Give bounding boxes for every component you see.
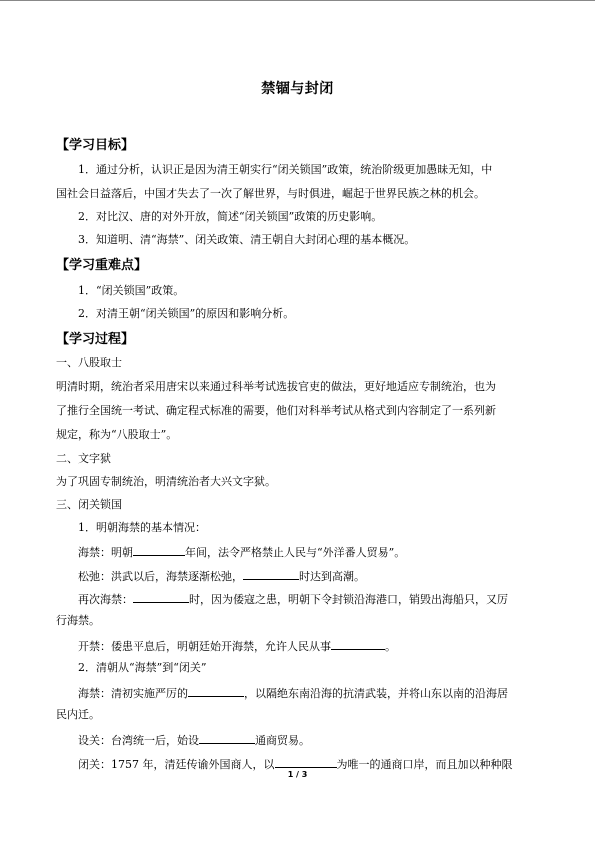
sea-ban-text-a: 海禁：明朝 <box>78 546 133 559</box>
subheading-ming-sea-ban: 1．明朝海禁的基本情况： <box>78 521 206 534</box>
paragraph-eight-legged-line-2: 了推行全国统一考试、确定程式标准的需要，他们对科举考试从格式到内容制定了一系列新 <box>56 404 496 417</box>
sea-ban-text-b: 年间，法令严格禁止人民与“外洋番人贸易”。 <box>185 546 406 559</box>
subheading-literary-inquisition: 二、文字狱 <box>56 452 111 465</box>
customs-text-b: 通商贸易。 <box>255 734 310 747</box>
section-heading-process: 【学习过程】 <box>56 332 135 347</box>
renewed-ban-text-a: 再次海禁： <box>78 593 133 606</box>
subheading-closed-door: 三、闭关锁国 <box>56 498 122 511</box>
paragraph-eight-legged-line-1: 明清时期，统治者采用唐宋以来通过科举考试选拔官吏的做法，更好地适应专制统治，也为 <box>56 380 496 393</box>
sea-ban-line <box>78 544 405 560</box>
relaxation-text-a: 松弛：洪武以后，海禁逐渐松弛， <box>78 570 243 583</box>
fill-blank-4[interactable] <box>331 638 385 650</box>
lift-ban-text-b: 。 <box>385 640 396 653</box>
fill-blank-5[interactable] <box>188 685 244 697</box>
key-point-2: 2．对清王朝“闭关锁国”的原因和影响分析。 <box>78 307 295 320</box>
lift-ban-text-a: 开禁：倭患平息后，明朝廷始开海禁，允许人民从事 <box>78 640 331 653</box>
subheading-eight-legged: 一、八股取士 <box>56 356 122 369</box>
goal-2: 2．对比汉、唐的对外开放，简述“闭关锁国”政策的历史影响。 <box>78 210 383 223</box>
qing-sea-ban-line-1 <box>78 685 508 701</box>
closure-text-a: 闭关：1757 年，清廷传谕外国商人，以 <box>78 758 275 771</box>
renewed-ban-line-1 <box>78 591 508 607</box>
renewed-ban-text-b: 时，因为倭寇之患，明朝下令封锁沿海港口，销毁出海船只，又厉 <box>189 593 508 606</box>
page-title: 禁锢与封闭 <box>261 81 334 97</box>
relaxation-text-b: 时达到高潮。 <box>299 570 365 583</box>
goal-3: 3．知道明、清“海禁”、闭关政策、清王朝自大封闭心理的基本概况。 <box>78 233 416 246</box>
fill-blank-2[interactable] <box>243 568 299 580</box>
paragraph-literary-inquisition: 为了巩固专制统治，明清统治者大兴文字狱。 <box>56 475 276 488</box>
customs-text-a: 设关：台湾统一后，始设 <box>78 734 199 747</box>
goal-1-line-2: 国社会日益落后，中国才失去了一次了解世界，与时俱进，崛起于世界民族之林的机会。 <box>56 187 485 200</box>
page-number: 1 / 3 <box>287 770 308 779</box>
relaxation-line <box>78 568 365 584</box>
fill-blank-7[interactable] <box>275 756 337 768</box>
fill-blank-3[interactable] <box>133 591 189 603</box>
goal-1-line-1: 1．通过分析，认识正是因为清王朝实行“闭关锁国”政策，统治阶级更加愚昧无知，中 <box>78 163 493 176</box>
fill-blank-6[interactable] <box>199 732 255 744</box>
subheading-qing-policy: 2．清朝从“海禁”到“闭关” <box>78 661 207 674</box>
paragraph-eight-legged-line-3: 规定，称为“八股取士”。 <box>56 428 178 441</box>
qing-sea-ban-text-a: 海禁：清初实施严厉的 <box>78 687 188 700</box>
qing-sea-ban-line-2: 民内迁。 <box>56 708 100 721</box>
renewed-ban-line-2: 行海禁。 <box>56 614 100 627</box>
key-point-1: 1．“闭关锁国”政策。 <box>78 284 185 297</box>
qing-sea-ban-text-b: ，以隔绝东南沿海的抗清武装，并将山东以南的沿海居 <box>244 687 508 700</box>
section-heading-goals: 【学习目标】 <box>56 138 135 153</box>
customs-line <box>78 732 310 748</box>
section-heading-key-points: 【学习重难点】 <box>56 258 148 273</box>
closure-text-b: 为唯一的通商口岸，而且加以种种限 <box>336 758 513 771</box>
lift-ban-line <box>78 638 396 654</box>
fill-blank-1[interactable] <box>133 544 185 556</box>
